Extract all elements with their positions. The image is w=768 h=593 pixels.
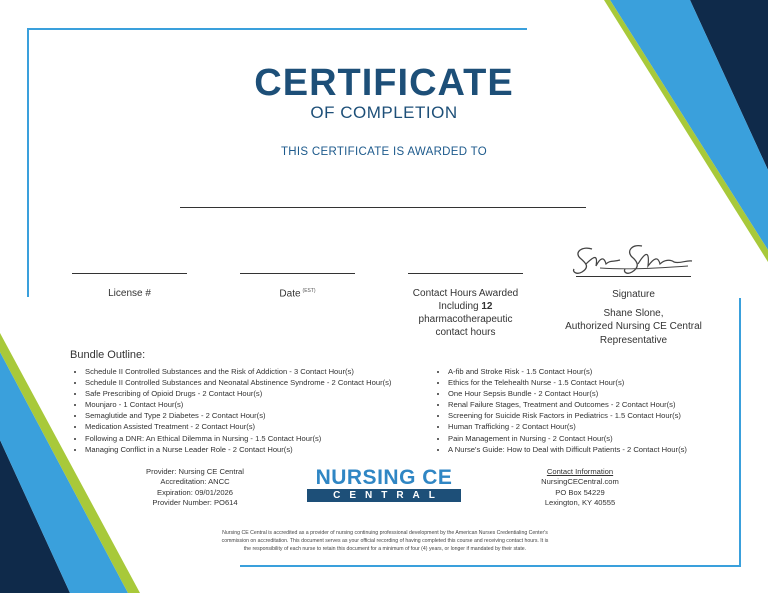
list-item: • One Hour Sepsis Bundle - 2 Contact Hour(s)	[448, 388, 687, 399]
awarded-to-text: THIS CERTIFICATE IS AWARDED TO	[280, 146, 488, 158]
contact-info	[520, 467, 640, 508]
handwritten-signature	[570, 240, 700, 278]
list-item: • Medication Assisted Treatment - 2 Contact Hour(s)	[85, 421, 391, 432]
signer-title-2: Representative	[599, 334, 668, 346]
signature-block	[556, 288, 711, 347]
contact-hours-number: 12	[481, 301, 493, 312]
date-line	[240, 273, 355, 274]
contact-hours-line3: pharmacotherapeutic	[418, 314, 513, 325]
license-line	[72, 273, 187, 274]
contact-hours-block	[400, 287, 531, 339]
accreditation-disclaimer	[175, 529, 595, 553]
bundle-outline-title: Bundle Outline:	[70, 349, 146, 361]
list-item: • A Nurse's Guide: How to Deal with Difficult Patients - 2 Contact Hour(s)	[448, 444, 687, 455]
list-item: • Following a DNR: An Ethical Dilemma in Nursing - 1.5 Contact Hour(s)	[85, 433, 391, 444]
disclaimer-line-2: commission on accreditation. This document serves as your official recording of having completed this course and receiving contact hours. It is	[221, 538, 549, 544]
bundle-list-right	[436, 366, 687, 455]
signer-title-1: Authorized Nursing CE Central	[565, 321, 702, 332]
contact-city: Lexington, KY 40555	[544, 497, 616, 507]
date-label: Date	[279, 288, 301, 300]
logo-wordmark-bottom: CENTRAL	[307, 489, 461, 502]
contact-hours-line1: Contact Hours Awarded	[412, 288, 519, 299]
list-item: • Managing Conflict in a Nurse Leader Role - 2 Contact Hour(s)	[85, 444, 391, 455]
date-label-wrap	[240, 288, 355, 299]
recipient-name-line	[180, 207, 586, 208]
disclaimer-line-1: Nursing CE Central is accredited as a provider of nursing continuing professional development by the American Nurses Credentialing Center's	[222, 530, 548, 536]
list-item: • Schedule II Controlled Substances and the Risk of Addiction - 3 Contact Hour(s)	[85, 366, 391, 377]
license-label: License #	[108, 288, 151, 299]
list-item: • Human Trafficking - 2 Contact Hour(s)	[448, 421, 687, 432]
contact-heading: Contact Information	[546, 467, 614, 476]
hours-line	[408, 273, 523, 274]
list-item: • Schedule II Controlled Substances and Neonatal Abstinence Syndrome - 2 Contact Hour(s)	[85, 377, 391, 388]
contact-po-box: PO Box 54229	[555, 487, 605, 497]
signer-name: Shane Slone,	[603, 307, 664, 319]
list-item: • Mounjaro - 1 Contact Hour(s)	[85, 399, 391, 410]
provider-accreditation: Accreditation: ANCC	[160, 477, 230, 487]
contact-hours-prefix: Including	[438, 301, 482, 312]
list-item: • A-fib and Stroke Risk - 1.5 Contact Hour(s)	[448, 366, 687, 377]
certificate-subtitle: OF COMPLETION	[310, 103, 458, 122]
certificate-title: CERTIFICATE	[254, 62, 514, 104]
list-item: • Pain Management in Nursing - 2 Contact Hour(s)	[448, 433, 687, 444]
disclaimer-line-3: the responsibility of each nurse to retain this document for a minimum of four (4) years, or longer if mandated by their state.	[243, 546, 527, 552]
nursing-ce-central-logo	[307, 467, 461, 503]
provider-expiration: Expiration: 09/01/2026	[157, 487, 233, 497]
bundle-list-left	[73, 366, 391, 455]
contact-hours-line4: contact hours	[435, 327, 496, 338]
provider-info	[130, 467, 260, 508]
logo-wordmark-top: NURSING CE	[315, 466, 453, 489]
provider-number: Provider Number: PO614	[152, 497, 238, 507]
list-item: • Screening for Suicide Risk Factors in Pediatrics - 1.5 Contact Hour(s)	[448, 410, 687, 421]
list-item: • Ethics for the Telehealth Nurse - 1.5 Contact Hour(s)	[448, 377, 687, 388]
provider-name: Provider: Nursing CE Central	[146, 467, 244, 476]
signature-label: Signature	[612, 289, 655, 300]
date-timezone-note: (EST)	[302, 288, 316, 294]
list-item: • Semaglutide and Type 2 Diabetes - 2 Contact Hour(s)	[85, 410, 391, 421]
contact-hours-line2	[400, 300, 531, 313]
list-item: • Renal Failure Stages, Treatment and Outcomes - 2 Contact Hour(s)	[448, 399, 687, 410]
list-item: • Safe Prescribing of Opioid Drugs - 2 Contact Hour(s)	[85, 388, 391, 399]
contact-website: NursingCECentral.com	[541, 477, 619, 487]
